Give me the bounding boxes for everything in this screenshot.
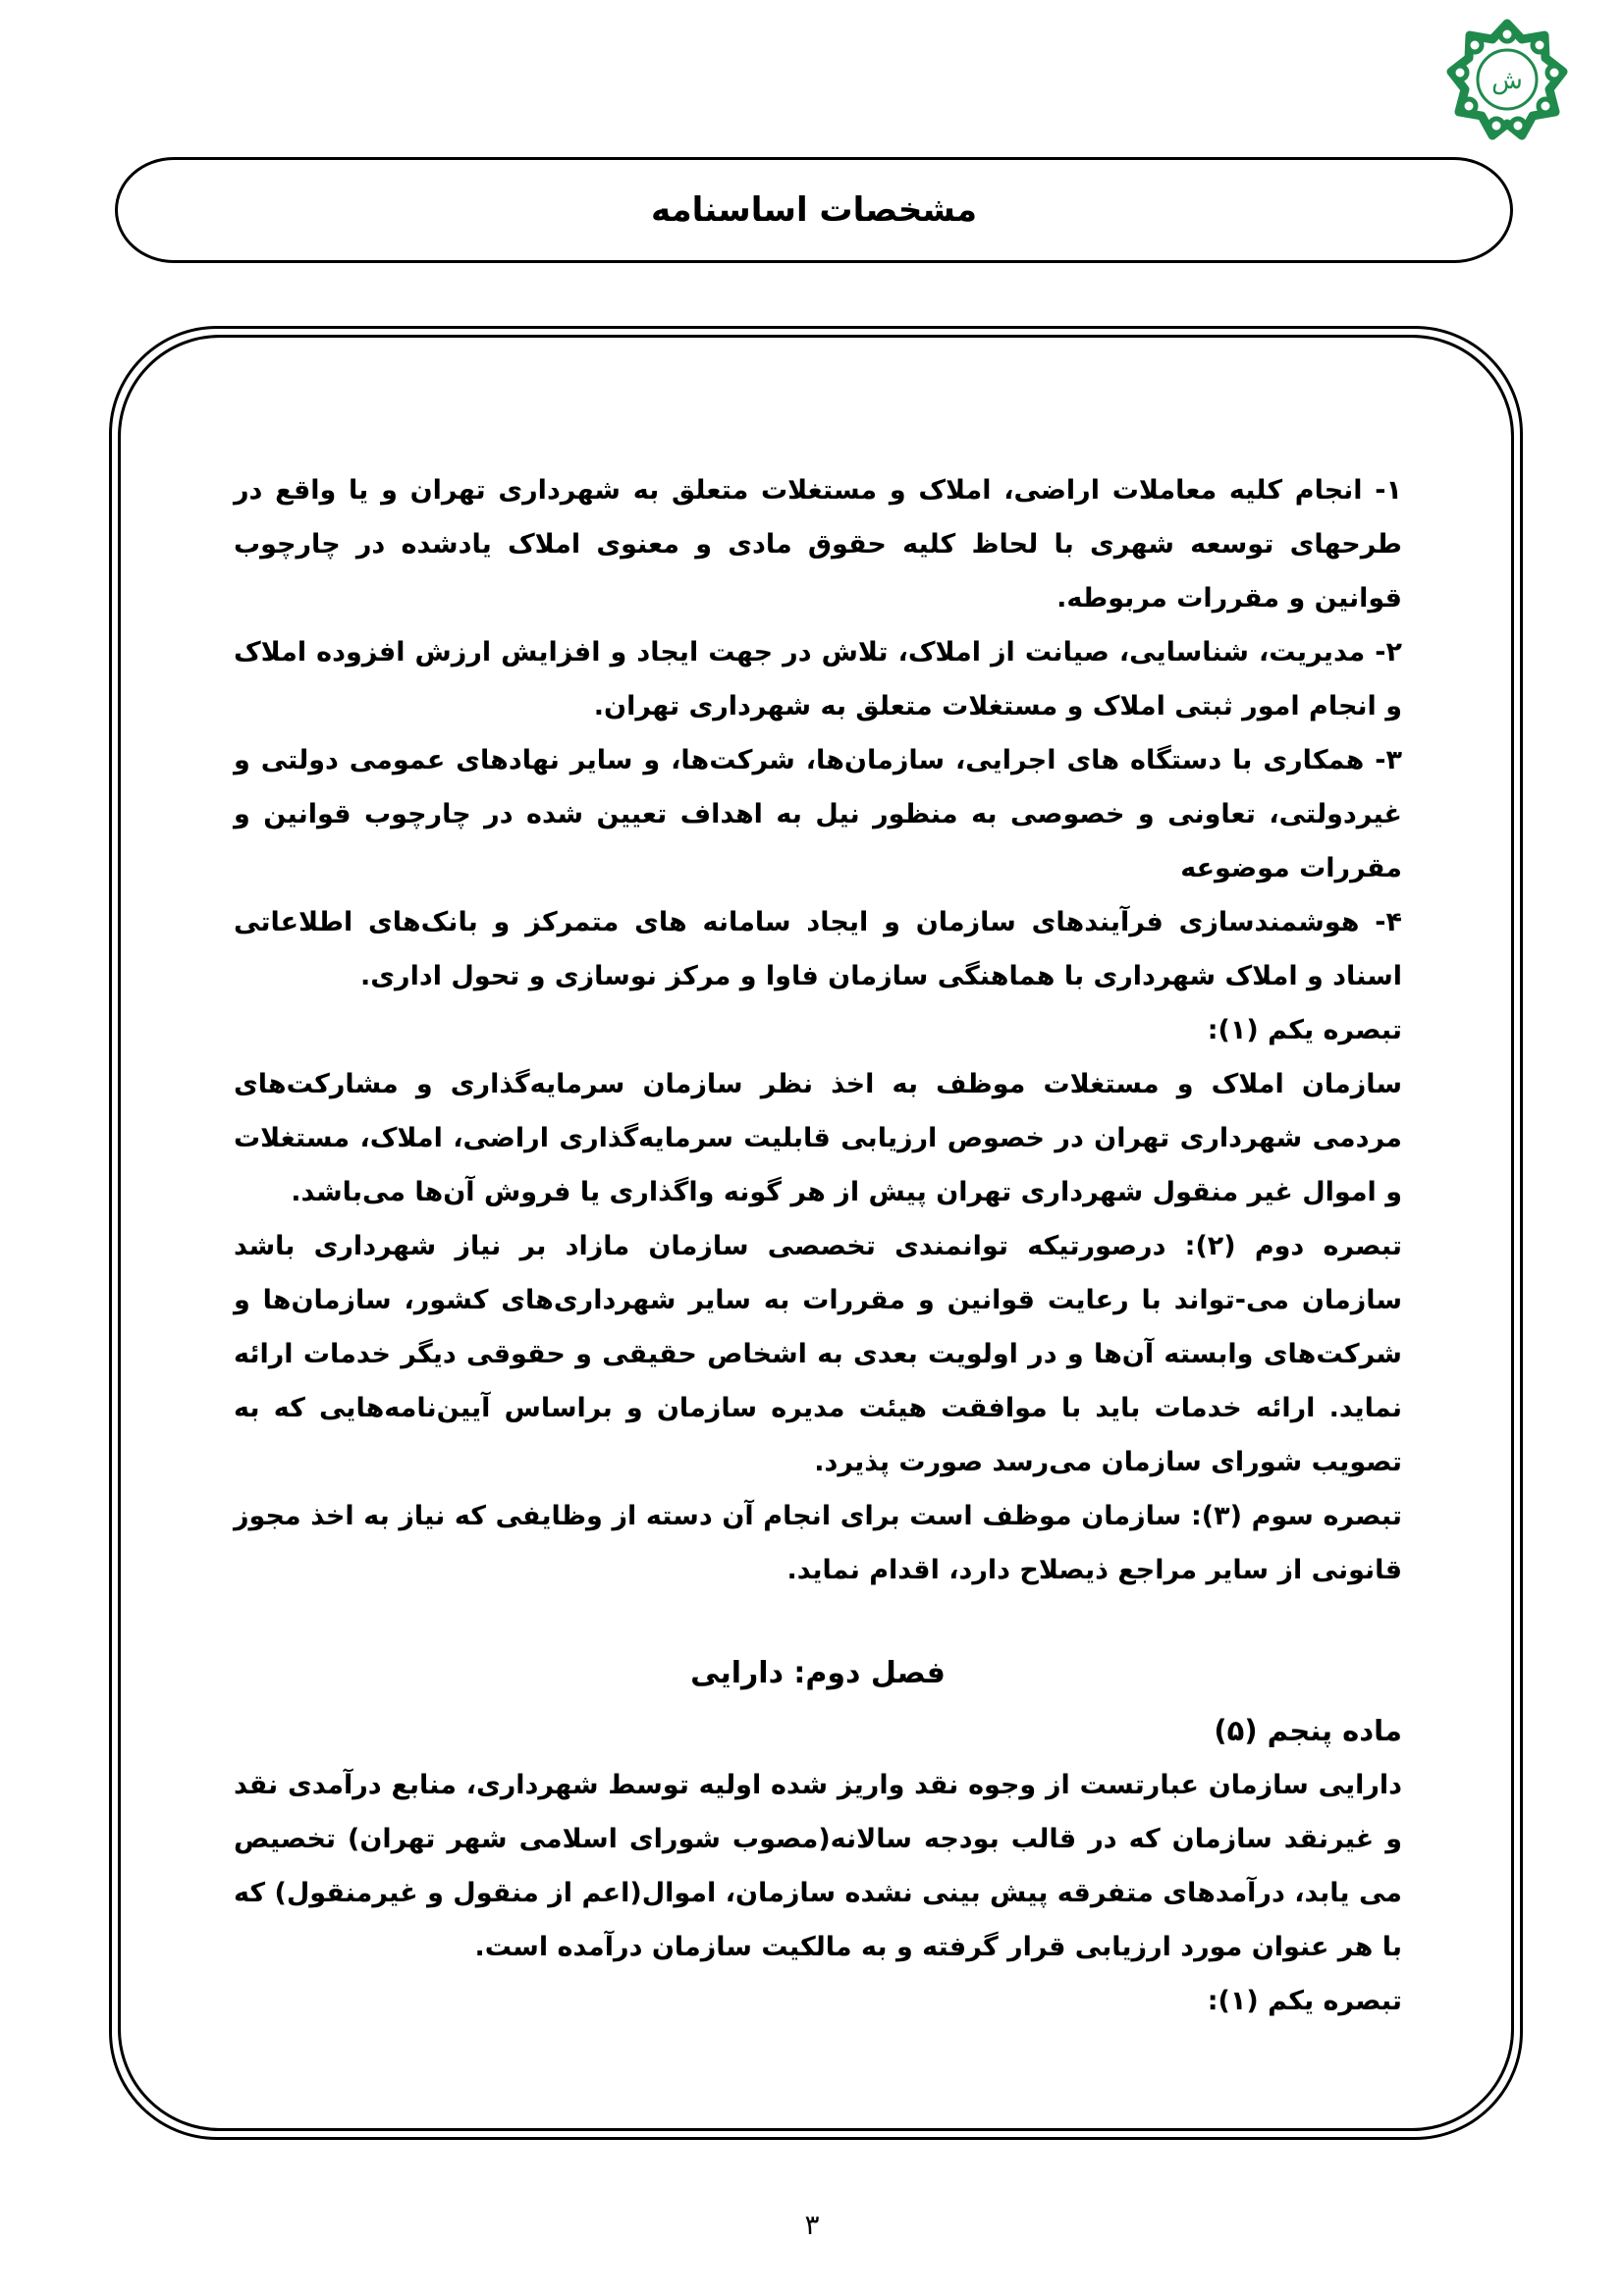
note-2 [234, 1219, 1402, 1489]
note-3-heading: تبصره سوم (۳): [1190, 1501, 1402, 1531]
page-title: مشخصات اساسنامه [650, 190, 978, 230]
article-text: دارایی سازمان عبارتست از وجوه نقد واریز شده اولیه توسط شهرداری، منابع درآمدی نقد و غیرنقد سازمان که در قالب بودجه سالانه(مصوب شورای اسلامی شهر تهران) تخصیص می یابد، درآمدهای متفرقه پیش بینی نشده سازمان، اموال(اعم از منقول و غیرمنقول) که با هر عنوان مورد ارزیابی قرار گرفته و به مالکیت سازمان درآمده است. [234, 1770, 1402, 1962]
city-emblem-logo-icon [1443, 18, 1571, 145]
clause-3: ۳- همکاری با دستگاه های اجرایی، سازمان‌ها، شرکت‌ها، و سایر نهادهای عمومی دولتی و غیردولتی، تعاونی و خصوصی به منظور نیل به اهداف تعیین شده در چارچوب قوانین و مقررات موضوعه [234, 745, 1402, 883]
title-box [115, 157, 1513, 263]
clause-2: ۲- مدیریت، شناسایی، صیانت از املاک، تلاش در جهت ایجاد و افزایش ارزش افزوده املاک و انجام امور ثبتی املاک و مستغلات متعلق به شهرداری تهران. [234, 637, 1402, 721]
note-2-text: درصورتیکه توانمندی تخصصی سازمان مازاد بر نیاز شهرداری باشد سازمان می-تواند با رعایت قوانین و مقررات به سایر شهرداری‌های کشور، سازمان‌ها و شرکت‌های وابسته آن‌ها و در اولویت بعدی به اشخاص حقیقی و حقوقی دیگر خدمات ارائه نماید. ارائه خدمات باید با موافقت هیئت مدیره سازمان و براساس آیین‌نامه‌هایی که به تصویب شورای سازمان می‌رسد صورت پذیرد. [234, 1231, 1402, 1477]
note-3 [234, 1489, 1402, 1597]
article-title: ماده پنجم (۵) [1214, 1714, 1402, 1747]
page-number: ۳ [804, 2209, 820, 2241]
emblem-calligraphy: ش [1491, 66, 1523, 95]
note-1-text: سازمان املاک و مستغلات موظف به اخذ نظر سازمان سرمایه‌گذاری و مشارکت‌های مردمی شهرداری تهران در خصوص ارزیابی قابلیت سرمایه‌گذاری اراضی، املاک، مستغلات و اموال غیر منقول شهرداری تهران پیش از هر گونه واگذاری یا فروش آن‌ها می‌باشد. [234, 1069, 1402, 1207]
note-3-text: سازمان موظف است برای انجام آن دسته از وظایفی که نیاز به اخذ مجوز قانونی از سایر مراجع ذیصلاح دارد، اقدام نماید. [234, 1501, 1402, 1585]
clause-4: ۴- هوشمندسازی فرآیندهای سازمان و ایجاد سامانه های متمرکز و بانک‌های اطلاعاتی اسناد و املاک شهرداری با هماهنگی سازمان فاوا و مرکز نوسازی و تحول اداری. [234, 907, 1402, 991]
note-2-heading: تبصره دوم (۲): [1184, 1231, 1402, 1261]
note-1-heading: تبصره یکم (۱): [1207, 1015, 1402, 1045]
document-body [234, 463, 1402, 2028]
article-note-heading: تبصره یکم (۱): [1207, 1986, 1402, 2016]
clause-1: ۱- انجام کلیه معاملات اراضی، املاک و مستغلات متعلق به شهرداری تهران و یا واقع در طرحهای توسعه شهری با لحاظ کلیه حقوق مادی و معنوی املاک یادشده در چارچوب قوانین و مقررات مربوطه. [234, 475, 1402, 614]
chapter-title: فصل دوم: دارایی [690, 1656, 946, 1690]
